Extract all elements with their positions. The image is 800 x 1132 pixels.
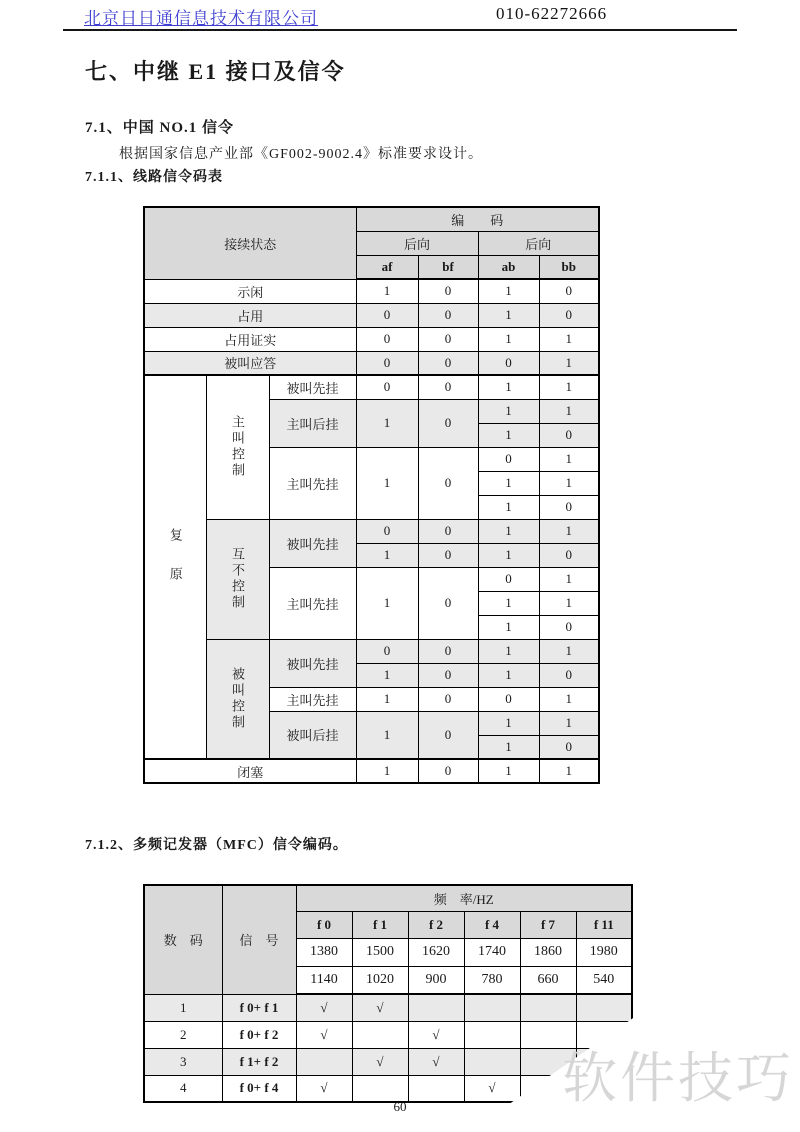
- t1-cell: 0: [356, 375, 418, 399]
- t1-cell: 1: [356, 399, 418, 447]
- t2-mark: [408, 994, 464, 1021]
- t1-row-label: 被叫先挂: [269, 375, 356, 399]
- t1-cell: 0: [539, 423, 599, 447]
- t1-row-label: 被叫应答: [144, 351, 356, 375]
- t1-cell: 0: [356, 327, 418, 351]
- t2-freq-high: 1860: [520, 938, 576, 966]
- t2-digit: 3: [144, 1048, 222, 1075]
- t1-cell: 1: [539, 711, 599, 735]
- t1-cell: 1: [539, 375, 599, 399]
- t1-cell: 1: [356, 279, 418, 303]
- t1-cell: 1: [478, 375, 539, 399]
- t2-header-signal: 信 号: [222, 885, 296, 994]
- t1-row-label: 示闲: [144, 279, 356, 303]
- t2-mark: [464, 1048, 520, 1075]
- t2-freq-low: 660: [520, 966, 576, 994]
- t2-mark: √: [296, 1075, 352, 1102]
- t1-col-bb: bb: [539, 255, 599, 279]
- t1-cell: 1: [478, 711, 539, 735]
- t2-header-digit: 数 码: [144, 885, 222, 994]
- t1-cell: 0: [478, 351, 539, 375]
- t2-mark: [352, 1021, 408, 1048]
- t1-cell: 0: [418, 639, 478, 663]
- watermark-text: 软件技巧: [562, 1048, 795, 1109]
- t2-signal: f 0+ f 1: [222, 994, 296, 1021]
- t1-cell: 1: [478, 735, 539, 759]
- t1-cell: 1: [478, 639, 539, 663]
- t1-col-ab: ab: [478, 255, 539, 279]
- company-name-link[interactable]: 北京日日通信息技术有限公司: [84, 9, 318, 28]
- t1-header-backward-1: 后向: [356, 231, 478, 255]
- t2-mark: √: [296, 994, 352, 1021]
- t1-cell: 1: [478, 615, 539, 639]
- t2-digit: 4: [144, 1075, 222, 1102]
- t2-freq-high: 1620: [408, 938, 464, 966]
- t1-cell: 1: [539, 327, 599, 351]
- t1-cell: 1: [478, 519, 539, 543]
- t2-col-f1: f 1: [352, 911, 408, 938]
- t1-row-label: 主叫先挂: [269, 567, 356, 639]
- t2-signal: f 0+ f 2: [222, 1021, 296, 1048]
- page-number: 60: [393, 1099, 407, 1114]
- t1-cell: 1: [539, 687, 599, 711]
- t1-cell: 0: [418, 663, 478, 687]
- chapter-title: 七、中继 E1 接口及信令: [85, 59, 346, 84]
- t1-row-label: 占用证实: [144, 327, 356, 351]
- t1-cell: 1: [478, 543, 539, 567]
- t1-cell: 1: [539, 567, 599, 591]
- section-7-1-body: 根据国家信息产业部《GF002-9002.4》标准要求设计。: [119, 147, 484, 162]
- t2-mark: √: [464, 1075, 520, 1102]
- t1-cell: 1: [539, 519, 599, 543]
- t1-header-backward-2: 后向: [478, 231, 599, 255]
- t1-cell: 0: [478, 687, 539, 711]
- t2-mark: √: [296, 1021, 352, 1048]
- t2-mark: [408, 1075, 464, 1102]
- t1-cell: 0: [478, 447, 539, 471]
- t2-mark: [520, 994, 576, 1021]
- t2-mark: √: [408, 1021, 464, 1048]
- t2-mark: [464, 994, 520, 1021]
- t2-col-f2: f 2: [408, 911, 464, 938]
- t1-cell: 1: [539, 399, 599, 423]
- t1-cell: 0: [418, 711, 478, 759]
- t2-mark: √: [352, 1048, 408, 1075]
- t2-col-f0: f 0: [296, 911, 352, 938]
- section-7-1-2-heading: 7.1.2、多频记发器（MFC）信令编码。: [85, 838, 348, 853]
- t1-cell: 1: [478, 303, 539, 327]
- t1-cell: 1: [478, 471, 539, 495]
- t2-col-f11: f 11: [576, 911, 632, 938]
- t1-group-callee-control: 被叫控制: [206, 639, 269, 759]
- t1-col-bf: bf: [418, 255, 478, 279]
- t2-freq-low: 1140: [296, 966, 352, 994]
- t1-cell: 0: [418, 687, 478, 711]
- t1-cell: 0: [356, 303, 418, 327]
- t1-cell: 0: [418, 375, 478, 399]
- t1-cell: 1: [356, 447, 418, 519]
- header-divider: [63, 29, 737, 31]
- t1-cell: 1: [478, 423, 539, 447]
- t1-group-mutual-control: 互不控制: [206, 519, 269, 639]
- t2-digit: 1: [144, 994, 222, 1021]
- t1-cell: 1: [539, 639, 599, 663]
- t1-cell: 1: [356, 759, 418, 783]
- t2-freq-low: 780: [464, 966, 520, 994]
- t2-header-frequency: 频 率/HZ: [296, 885, 632, 911]
- t1-cell: 1: [478, 399, 539, 423]
- t1-cell: 1: [478, 279, 539, 303]
- t1-cell: 1: [356, 543, 418, 567]
- section-7-1-heading: 7.1、中国 NO.1 信令: [85, 120, 235, 136]
- t1-cell: 0: [418, 759, 478, 783]
- t2-col-f7: f 7: [520, 911, 576, 938]
- t1-row-label: 主叫先挂: [269, 447, 356, 519]
- t2-signal: f 0+ f 4: [222, 1075, 296, 1102]
- t1-cell: 0: [418, 567, 478, 639]
- t1-cell: 0: [418, 543, 478, 567]
- t1-cell: 0: [539, 543, 599, 567]
- t1-cell: 0: [418, 519, 478, 543]
- t2-mark: [464, 1021, 520, 1048]
- t1-group-caller-control: 主叫控制: [206, 375, 269, 519]
- t1-cell: 0: [539, 495, 599, 519]
- t1-cell: 1: [478, 327, 539, 351]
- t1-cell: 1: [539, 351, 599, 375]
- t1-cell: 0: [418, 327, 478, 351]
- section-7-1-1-heading: 7.1.1、线路信令码表: [85, 170, 223, 185]
- t1-cell: 0: [539, 303, 599, 327]
- t1-row-label: 主叫后挂: [269, 399, 356, 447]
- line-signal-code-table: [143, 206, 600, 784]
- t2-col-f4: f 4: [464, 911, 520, 938]
- t1-cell: 1: [356, 663, 418, 687]
- t1-cell: 1: [478, 591, 539, 615]
- t2-freq-low: 900: [408, 966, 464, 994]
- phone-number: 010-62272666: [496, 4, 608, 23]
- t1-cell: 1: [478, 759, 539, 783]
- t1-cell: 0: [539, 735, 599, 759]
- t1-cell: 0: [418, 303, 478, 327]
- t1-row-label: 主叫先挂: [269, 687, 356, 711]
- t2-freq-high: 1380: [296, 938, 352, 966]
- t1-cell: 0: [418, 399, 478, 447]
- t1-cell: 1: [539, 447, 599, 471]
- t1-cell: 0: [539, 663, 599, 687]
- t1-cell: 1: [539, 591, 599, 615]
- t1-group-recovery: 复原: [144, 375, 206, 759]
- t1-row-label: 被叫先挂: [269, 519, 356, 567]
- t1-row-label: 被叫先挂: [269, 639, 356, 687]
- t2-freq-high: 1500: [352, 938, 408, 966]
- t1-cell: 0: [356, 519, 418, 543]
- t2-mark: [352, 1075, 408, 1102]
- t1-cell: 0: [356, 351, 418, 375]
- t1-cell: 0: [539, 279, 599, 303]
- t2-signal: f 1+ f 2: [222, 1048, 296, 1075]
- t2-freq-low: 1020: [352, 966, 408, 994]
- t1-cell: 0: [418, 279, 478, 303]
- t1-col-af: af: [356, 255, 418, 279]
- t1-cell: 1: [539, 471, 599, 495]
- t2-digit: 2: [144, 1021, 222, 1048]
- t2-mark: √: [352, 994, 408, 1021]
- t1-header-code: 编 码: [356, 207, 599, 231]
- t1-row-label: 占用: [144, 303, 356, 327]
- t1-cell: 1: [478, 663, 539, 687]
- t1-cell: 0: [478, 567, 539, 591]
- t2-mark: [576, 994, 632, 1021]
- t2-freq-high: 1740: [464, 938, 520, 966]
- t1-cell: 1: [356, 687, 418, 711]
- t1-cell: 0: [418, 351, 478, 375]
- t1-cell: 0: [356, 639, 418, 663]
- t1-cell: 1: [539, 759, 599, 783]
- t1-row-label: 闭塞: [144, 759, 356, 783]
- t2-mark: √: [408, 1048, 464, 1075]
- t2-freq-high: 1980: [576, 938, 632, 966]
- t1-cell: 0: [418, 447, 478, 519]
- t1-cell: 0: [539, 615, 599, 639]
- t1-cell: 1: [356, 567, 418, 639]
- t2-mark: [296, 1048, 352, 1075]
- t1-row-label: 被叫后挂: [269, 711, 356, 759]
- t1-cell: 1: [356, 711, 418, 759]
- t2-freq-low: 540: [576, 966, 632, 994]
- t1-cell: 1: [478, 495, 539, 519]
- t1-header-state: 接续状态: [144, 207, 356, 279]
